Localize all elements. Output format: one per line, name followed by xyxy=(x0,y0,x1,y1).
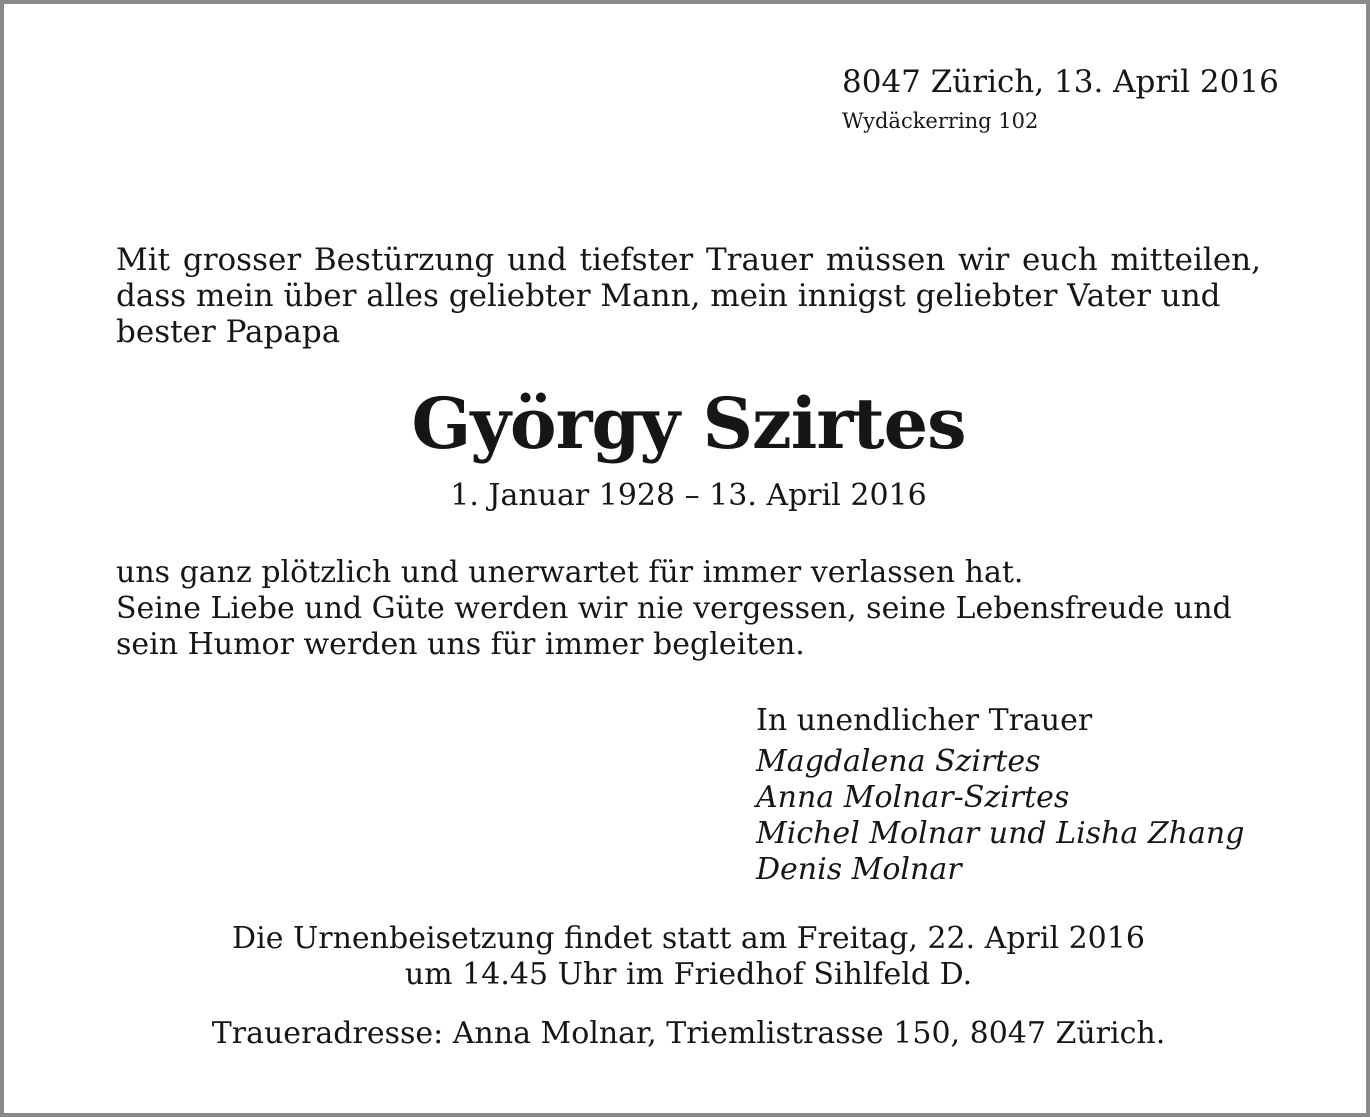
mourner-name: Magdalena Szirtes xyxy=(756,744,1041,779)
body-paragraph xyxy=(116,555,1261,663)
funeral-info xyxy=(116,921,1261,993)
mourners-block xyxy=(756,702,1266,888)
intro-line: Mit grosser Bestürzung und tiefster Trauer müssen wir euch mitteilen, xyxy=(116,242,1261,278)
notice-header xyxy=(842,60,1282,136)
funeral-line: um 14.45 Uhr im Friedhof Sihlfeld D. xyxy=(404,957,973,992)
intro-line: dass mein über alles geliebter Mann, mein innigst geliebter Vater und xyxy=(116,278,1221,314)
mourner-name: Denis Molnar xyxy=(756,852,962,887)
intro-line: bester Papapa xyxy=(116,314,341,350)
mourning-address: Traueradresse: Anna Molnar, Triemlistrasse 150, 8047 Zürich. xyxy=(211,1016,1166,1051)
deceased-name: György Szirtes xyxy=(411,382,966,465)
street-address: Wydäckerring 102 xyxy=(842,109,1039,133)
lifespan-dates: 1. Januar 1928 – 13. April 2016 xyxy=(450,478,927,513)
mourner-name: Michel Molnar und Lisha Zhang xyxy=(756,816,1245,851)
mourning-phrase: In unendlicher Trauer xyxy=(756,703,1093,738)
body-line: Seine Liebe und Güte werden wir nie vergessen, seine Lebensfreude und xyxy=(116,591,1232,626)
body-line: uns ganz plötzlich und unerwartet für immer verlassen hat. xyxy=(116,555,1024,590)
body-line: sein Humor werden uns für immer begleiten. xyxy=(116,627,805,662)
funeral-line: Die Urnenbeisetzung findet statt am Freitag, 22. April 2016 xyxy=(232,921,1145,956)
place-date: 8047 Zürich, 13. April 2016 xyxy=(842,64,1279,100)
intro-paragraph xyxy=(116,242,1261,350)
mourner-name: Anna Molnar-Szirtes xyxy=(756,780,1070,815)
